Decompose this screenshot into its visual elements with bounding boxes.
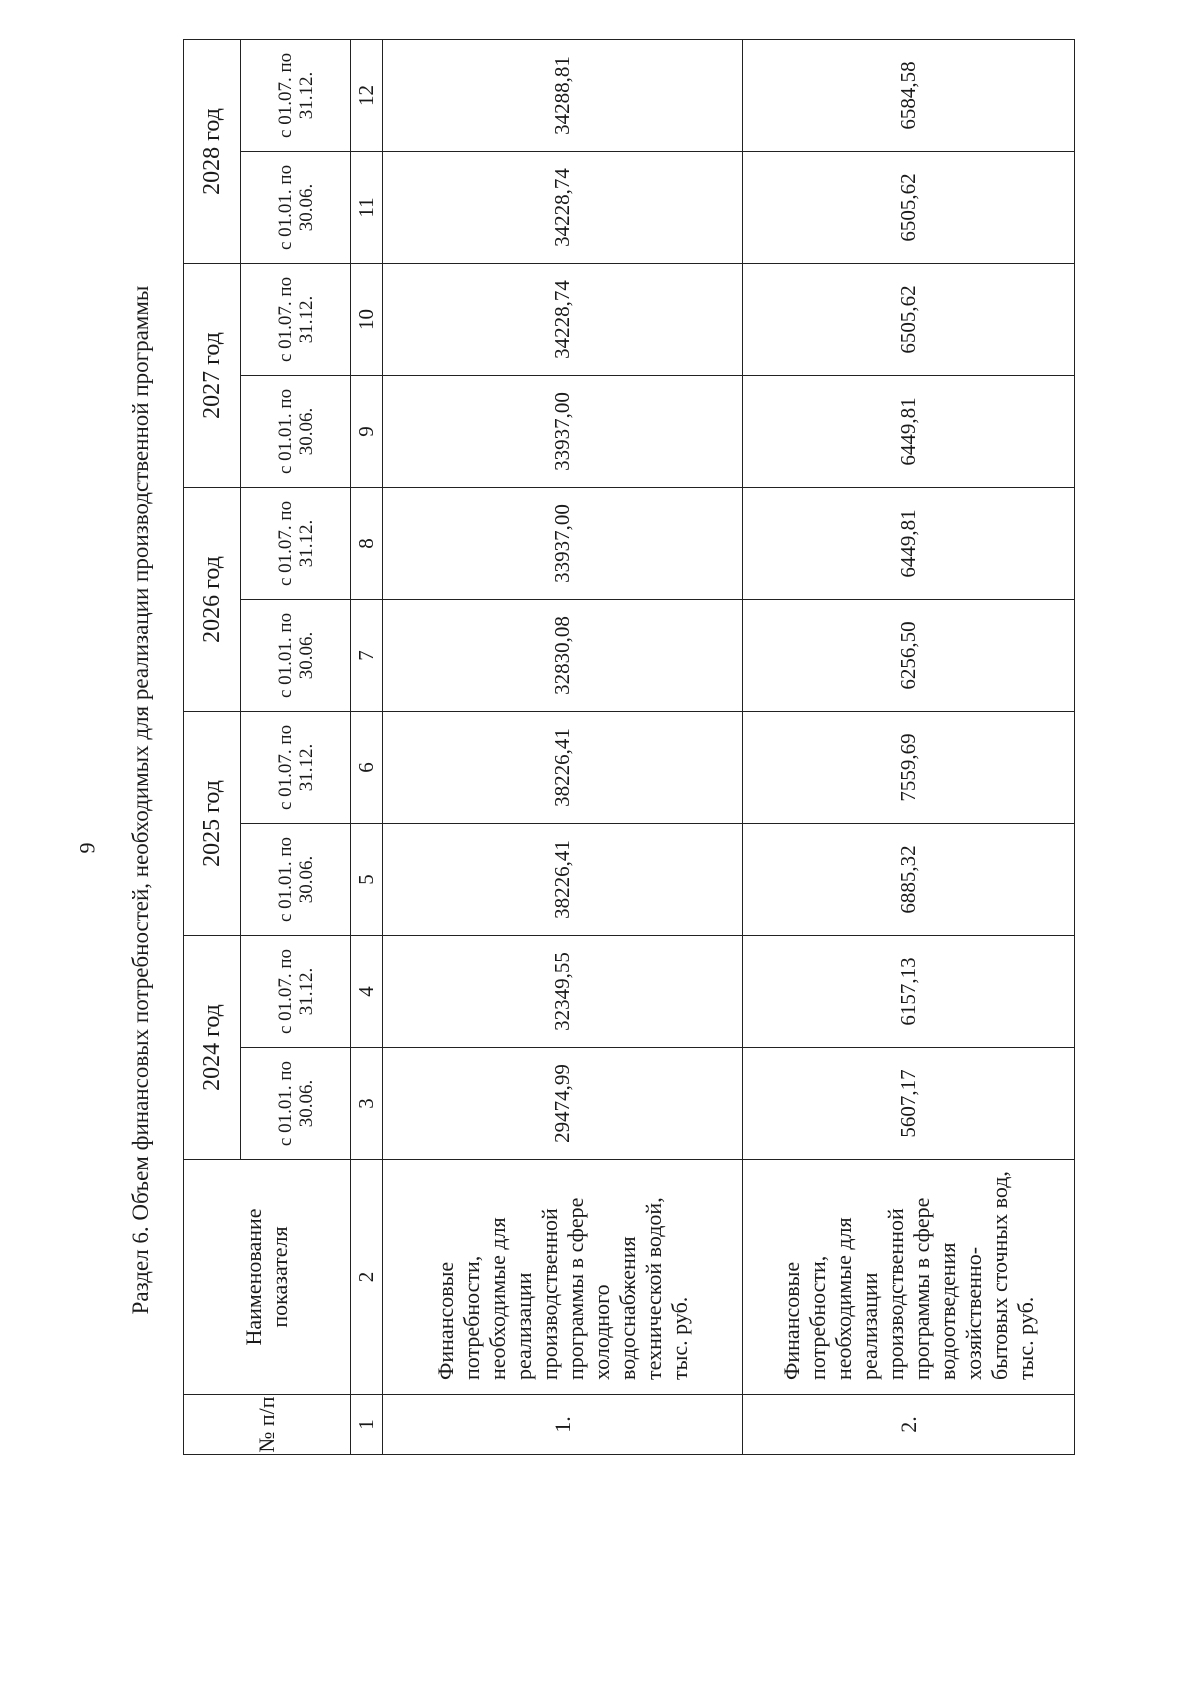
value-cell: 6449,81 <box>743 487 1075 599</box>
value-cell: 6256,50 <box>743 599 1075 711</box>
year-2024: 2024 год <box>184 935 241 1159</box>
row-number: 1. <box>383 1395 743 1455</box>
period-first-half: с 01.01. по 30.06. <box>241 1048 351 1160</box>
period-second-half: с 01.07. по 31.12. <box>241 935 351 1047</box>
value-cell: 33937,00 <box>383 487 743 599</box>
period-first-half: с 01.01. по 30.06. <box>241 375 351 487</box>
row-name: Финансовые потребности, необходимые для реализации производственной программы в сфере холодного водоснабжения технической водой, тыс. руб. <box>383 1160 743 1395</box>
column-number: 1 <box>351 1395 383 1455</box>
row-name: Финансовые потребности, необходимые для реализации производственной программы в сфере водоотведения хозяйственно-бытовых сточных вод, тыс. руб. <box>743 1160 1075 1395</box>
value-cell: 6449,81 <box>743 375 1075 487</box>
header-row-years <box>184 39 241 1454</box>
row-number: 2. <box>743 1395 1075 1455</box>
column-number: 6 <box>351 711 383 823</box>
column-number: 12 <box>351 39 383 151</box>
value-cell: 6157,13 <box>743 935 1075 1047</box>
column-number: 5 <box>351 823 383 935</box>
page-number: 9 <box>74 842 100 854</box>
table-row <box>743 39 1075 1454</box>
period-first-half: с 01.01. по 30.06. <box>241 823 351 935</box>
period-second-half: с 01.07. по 31.12. <box>241 263 351 375</box>
value-cell: 6885,32 <box>743 823 1075 935</box>
header-row-column-numbers <box>351 39 383 1454</box>
value-cell: 32349,55 <box>383 935 743 1047</box>
period-second-half: с 01.07. по 31.12. <box>241 487 351 599</box>
column-number: 4 <box>351 935 383 1047</box>
column-number: 8 <box>351 487 383 599</box>
year-2025: 2025 год <box>184 711 241 935</box>
value-cell: 29474,99 <box>383 1048 743 1160</box>
value-cell: 38226,41 <box>383 823 743 935</box>
col-header-name: Наименование показателя <box>184 1160 351 1395</box>
year-2026: 2026 год <box>184 487 241 711</box>
col-header-num: № п/п <box>184 1395 351 1455</box>
value-cell: 34228,74 <box>383 151 743 263</box>
value-cell: 32830,08 <box>383 599 743 711</box>
value-cell: 6505,62 <box>743 151 1075 263</box>
period-second-half: с 01.07. по 31.12. <box>241 39 351 151</box>
column-number: 11 <box>351 151 383 263</box>
column-number: 9 <box>351 375 383 487</box>
column-number: 7 <box>351 599 383 711</box>
year-2027: 2027 год <box>184 263 241 487</box>
period-first-half: с 01.01. по 30.06. <box>241 151 351 263</box>
year-2028: 2028 год <box>184 39 241 263</box>
value-cell: 34288,81 <box>383 39 743 151</box>
value-cell: 5607,17 <box>743 1048 1075 1160</box>
value-cell: 6584,58 <box>743 39 1075 151</box>
value-cell: 38226,41 <box>383 711 743 823</box>
period-first-half: с 01.01. по 30.06. <box>241 599 351 711</box>
period-second-half: с 01.07. по 31.12. <box>241 711 351 823</box>
value-cell: 7559,69 <box>743 711 1075 823</box>
column-number: 3 <box>351 1048 383 1160</box>
column-number: 2 <box>351 1160 383 1395</box>
financial-needs-table <box>183 39 1075 1455</box>
table-row <box>383 39 743 1454</box>
value-cell: 6505,62 <box>743 263 1075 375</box>
value-cell: 34228,74 <box>383 263 743 375</box>
section-title: Раздел 6. Объем финансовых потребностей, необходимых для реализации производственной программы <box>128 285 153 1315</box>
column-number: 10 <box>351 263 383 375</box>
value-cell: 33937,00 <box>383 375 743 487</box>
